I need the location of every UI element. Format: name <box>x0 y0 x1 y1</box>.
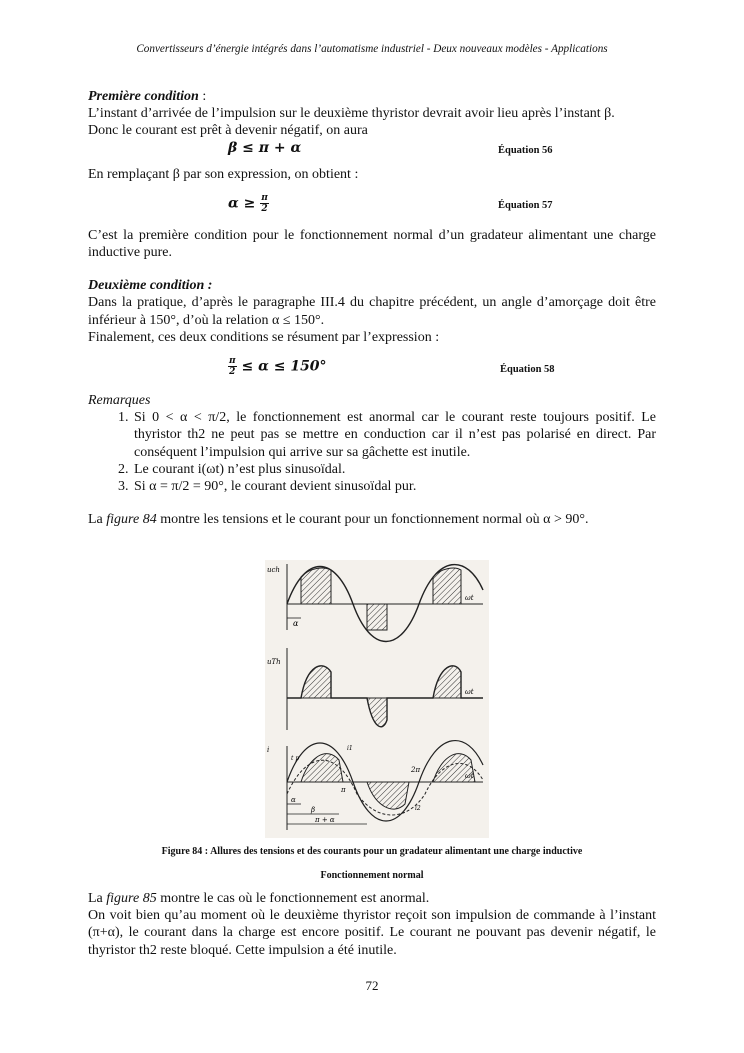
figure-84-waveforms <box>265 560 489 838</box>
condition-2-heading: Deuxième condition : <box>88 278 213 294</box>
svg-text:α: α <box>291 796 296 804</box>
remarks-heading: Remarques <box>88 393 151 409</box>
svg-text:ωt: ωt <box>465 594 474 602</box>
svg-text:π: π <box>341 786 346 794</box>
uch-label: uch <box>267 566 280 574</box>
svg-text:ωt: ωt <box>465 688 474 696</box>
remark-item: 3. Si α = π/2 = 90°, le courant devient sinusoïdal pur. <box>132 478 656 495</box>
running-header: Convertisseurs d’énergie intégrés dans l’automatisme industriel - Deux nouveaux modèles - Applications <box>136 43 608 55</box>
substitution-text: En remplaçant β par son expression, on obtient : <box>88 166 359 182</box>
svg-text:ωt: ωt <box>465 772 474 780</box>
current-label: i <box>267 746 270 754</box>
equation-56: β ≤ π + α Équation 56 <box>228 139 553 156</box>
page-number: 72 <box>365 978 379 993</box>
condition-2-summary: Finalement, ces deux conditions se résument par l’expression : <box>88 329 440 345</box>
figure-84-caption: Figure 84 : Allures des tensions et des courants pour un gradateur alimentant une charge inductive Fonctionnement normal <box>161 846 583 881</box>
figure-85-explanation: On voit bien qu’au moment où le deuxième thyristor reçoit son impulsion de commande à l’instant (π+α), le courant dans la charge est encore positif. Le courant ne pouvant pas devenir négatif, le thyristor th2 reste bloqué. Cette impulsion a été inutile. <box>88 908 656 958</box>
condition-1-text-2: Donc le courant est prêt à devenir négatif, on aura <box>88 123 368 139</box>
svg-text:2π: 2π <box>411 766 421 774</box>
condition-2-text: Dans la pratique, d’après le paragraphe III.4 du chapitre précédent, un angle d’amorçage doit être inférieur à 150°, d’où la relation α ≤ 150°. <box>88 295 656 328</box>
condition-1-heading: Première condition : <box>88 89 207 104</box>
equation-58: $\frac{\pi}{2}$ ≤ α ≤ 150° Équation 58 <box>229 356 555 378</box>
condition-1-conclusion: C’est la première condition pour le fonctionnement normal d’un gradateur alimentant une charge inductive pure. <box>88 227 656 261</box>
condition-1-text: L’instant d’arrivée de l’impulsion sur le deuxième thyristor devrait avoir lieu après l’instant β. <box>88 106 615 122</box>
body-text <box>88 88 656 528</box>
closing-text <box>88 890 656 959</box>
figure-84-intro: La figure 84 montre les tensions et le courant pour un fonctionnement normal où α > 90°. <box>88 512 589 528</box>
figure-85-intro: La figure 85 montre le cas où le fonctionnement est anormal. <box>88 891 430 906</box>
uth-label: uTh <box>267 658 281 666</box>
remark-item: 1. Si 0 < α < π/2, le fonctionnement est anormal car le courant reste toujours positif. Le thyristor th2 ne peut pas se mettre en conduction car il n’est pas polarisé en direct. Par conséquent l’impulsion qui arrive sur sa gâchette est inutile. <box>132 409 656 461</box>
svg-text:α: α <box>293 619 299 628</box>
svg-text:π + α: π + α <box>315 816 335 824</box>
svg-text:i1: i1 <box>347 745 353 752</box>
equation-57: α ≥ $\frac{\pi}{2}$ Équation 57 <box>228 192 553 214</box>
remarks-list <box>88 409 656 495</box>
svg-text:i2: i2 <box>415 805 421 812</box>
remark-item: 2. Le courant i(ωt) n’est plus sinusoïdal. <box>132 461 656 478</box>
svg-text:t p: t p <box>291 755 300 762</box>
svg-text:β: β <box>311 806 316 814</box>
